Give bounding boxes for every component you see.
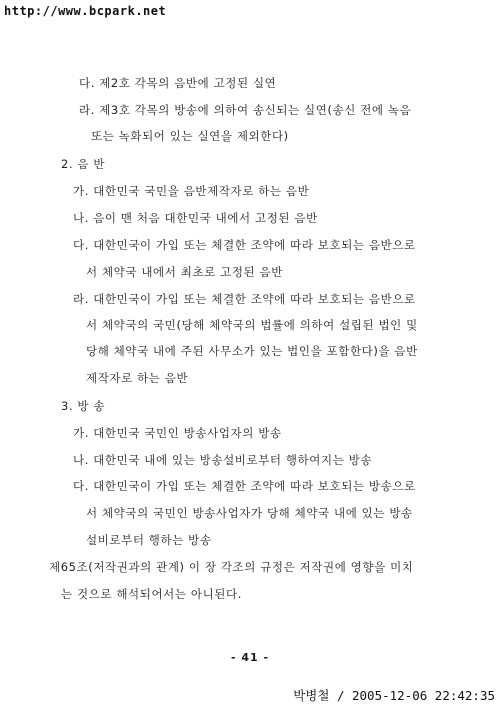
body-line: 다. 대한민국이 가입 또는 체결한 조약에 따라 보호되는 방송으로: [73, 479, 416, 493]
body-line: 라. 제3호 각목의 방송에 의하여 송신되는 실연(송신 전에 녹음: [79, 103, 412, 117]
section-heading: 3. 방 송: [61, 399, 106, 413]
section-heading: 2. 음 반: [61, 157, 106, 171]
body-line: 당해 체약국 내에 주된 사무소가 있는 법인을 포함한다)을 음반: [86, 344, 418, 358]
body-line: 나. 음이 맨 처음 대한민국 내에서 고정된 음반: [73, 211, 318, 225]
article-line: 는 것으로 해석되어서는 아니된다.: [61, 587, 242, 601]
footer-stamp: 박병철 / 2005-12-06 22:42:35: [293, 688, 495, 703]
article-line: 제65조(저작권과의 관계) 이 장 각조의 규정은 저작권에 영향을 미치: [49, 560, 414, 574]
body-line: 가. 대한민국 국민인 방송사업자의 방송: [73, 426, 282, 440]
body-line: 가. 대한민국 국민을 음반제작자로 하는 음반: [73, 184, 310, 198]
body-line: 나. 대한민국 내에 있는 방송설비로부터 행하여지는 방송: [73, 453, 373, 467]
body-line: 서 체약국의 국민인 방송사업자가 당해 체약국 내에 있는 방송: [86, 506, 413, 520]
body-line: 서 체약국의 국민(당해 체약국의 법률에 의하여 설립된 법인 및: [86, 318, 418, 332]
body-line: 라. 대한민국이 가입 또는 체결한 조약에 따라 보호되는 음반으로: [73, 292, 416, 306]
watermark-url: http://www.bcpark.net: [4, 4, 167, 18]
body-line: 설비로부터 행하는 방송: [86, 533, 212, 547]
body-line: 제작자로 하는 음반: [86, 371, 189, 385]
body-line: 서 체약국 내에서 최초로 고정된 음반: [86, 265, 283, 279]
body-line: 다. 대한민국이 가입 또는 체결한 조약에 따라 보호되는 음반으로: [73, 238, 416, 252]
body-line: 또는 녹화되어 있는 실연을 제외한다): [91, 129, 289, 143]
page-number: - 41 -: [230, 651, 270, 664]
body-line: 다. 제2호 각목의 음반에 고정된 실연: [79, 76, 277, 90]
